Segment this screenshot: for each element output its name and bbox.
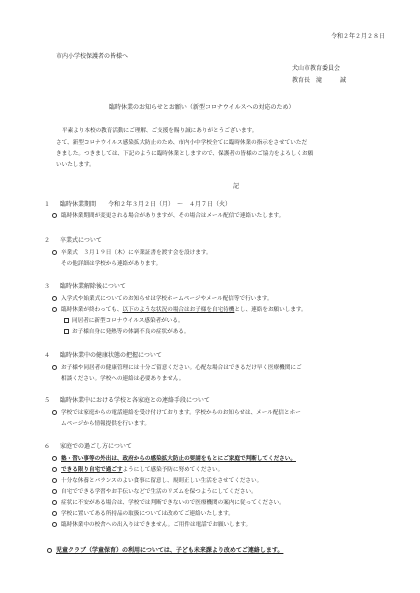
section-6-heading: ６ 家庭での過ごし方について <box>44 443 132 450</box>
checkbox-square-icon <box>64 329 69 334</box>
section-6-bullet-6: 学校に置いてある所持品の取扱については改めてご連絡いたします。 <box>52 510 234 518</box>
section-4-bullet-1-cont: 相談ください。学校への連絡は必要ありません。 <box>61 376 185 382</box>
section-1-bullet-1: 臨時休業期間が変更される場合がありますが、その場合はメール配信で連絡いたします。 <box>52 212 284 220</box>
section-3-sub-1: 同居者に新型コロナウイルス感染者がいる。 <box>64 317 184 325</box>
section-number: ６ <box>44 443 51 450</box>
circle-bullet-icon <box>52 500 57 505</box>
circle-bullet-icon <box>52 365 57 370</box>
section-5-bullet-1: 学校では家庭からの電話連絡を受け付けております。学校からのお知らせは、メール配信とホー <box>52 409 301 417</box>
section-6-bullet-5: 症状に不安がある場合は、学校では判断できないので医療機関の案内に従ってください。 <box>52 499 285 507</box>
section-number: ３ <box>44 283 51 290</box>
section-number: ５ <box>44 397 51 404</box>
circle-bullet-icon <box>52 250 57 255</box>
circle-bullet-icon <box>52 522 57 527</box>
section-3-heading: ３ 臨時休業解除後について <box>44 283 126 290</box>
section-1-heading: １ 臨時休業期間 令和２年３月２日（月） ～ ４月７日（火） <box>44 201 232 208</box>
sender-org: 犬山市教育委員会 <box>292 65 341 72</box>
section-number: ２ <box>44 237 51 244</box>
section-6-bullet-7: 臨時休業中の校舎への出入りはできません。ご用件は電話でお願いします。 <box>52 521 251 529</box>
section-4-heading: ４ 臨時休業中の健康状態の把握について <box>44 352 162 359</box>
section-number: １ <box>44 201 51 208</box>
circle-bullet-icon <box>52 410 57 415</box>
circle-bullet-icon <box>47 548 52 553</box>
section-6-bullet-1: 塾・習い事等の外出は、政府からの感染拡大防止の要請をもとにご家庭で判断してください。 <box>52 455 296 463</box>
circle-bullet-icon <box>52 467 57 472</box>
section-5-bullet-1-cont: ムページから情報提供を行います。 <box>61 421 150 427</box>
section-6-bullet-3: 十分な休養とバランスのよい食事に留意し、規則正しい生活をさせてください。 <box>52 477 262 485</box>
section-2-bullet-1-cont: その他詳細は学校から連絡があります。 <box>61 261 162 267</box>
sender-name: 教育長 滝 誠 <box>292 77 347 84</box>
section-3-bullet-1: 入学式や始業式についてのお知らせは学校ホームページやメール配信等で行います。 <box>52 295 273 303</box>
circle-bullet-icon <box>52 296 57 301</box>
section-5-heading: ５ 臨時休業中における学校と各家庭との連絡手段について <box>44 397 210 404</box>
circle-bullet-icon <box>52 307 57 312</box>
intro-line-2: さて、新型コロナウイルス感染拡大防止のため、市内小中学校全てに臨時休業の指示をさせていただ <box>56 140 308 146</box>
section-number: ４ <box>44 352 51 359</box>
section-2-heading: ２ 卒業式について <box>44 237 102 244</box>
section-6-bullet-4: 自宅でできる学習やお手伝いなどで生活のリズムを保つようにしてください。 <box>52 488 257 496</box>
circle-bullet-icon <box>52 489 57 494</box>
intro-line-1: 平素より本校の教育活動にご理解、ご支援を賜り誠にありがとうございます。 <box>62 128 258 134</box>
circle-bullet-icon <box>52 478 57 483</box>
document-title: 臨時休業のお知らせとお願い（新型コロナウイルスへの対応のため） <box>109 104 295 111</box>
section-4-bullet-1: お子様や同居者の健康管理には十分ご留意ください。心配な場合はできるだけ早く医療機関にご <box>52 364 302 372</box>
circle-bullet-icon <box>52 456 57 461</box>
intro-line-3: きました。つきましては、下記のように臨時休業としますので、保護者の皆様のご協力をよろしくお願 <box>56 151 314 157</box>
checkbox-square-icon <box>64 318 69 323</box>
date: 令和２年２月２８日 <box>331 33 386 40</box>
circle-bullet-icon <box>52 213 57 218</box>
ki-marker: 記 <box>233 183 240 190</box>
section-3-sub-2: お子様自身に発熱等の体調不良の症状がある。 <box>64 328 189 336</box>
section-2-bullet-1: 卒業式 ３月１９日（木）に卒業証書を渡す会を設けます。 <box>52 249 212 257</box>
circle-bullet-icon <box>52 511 57 516</box>
intro-line-4: いいたします。 <box>56 162 95 168</box>
section-6-bullet-2: できる限り自宅で過ごすようにして感染予防に努めてください。 <box>52 466 223 474</box>
addressee: 市内小学校保護者の皆様へ <box>56 53 129 60</box>
section-3-bullet-2: 臨時休業が終わっても、以下のような状況の場合はお子様を自宅待機とし、連絡をお願いします。 <box>52 306 307 314</box>
footer-notice: 児童クラブ（学童保育）の利用については、子ども未来課より改めてご連絡します。 <box>47 547 283 555</box>
